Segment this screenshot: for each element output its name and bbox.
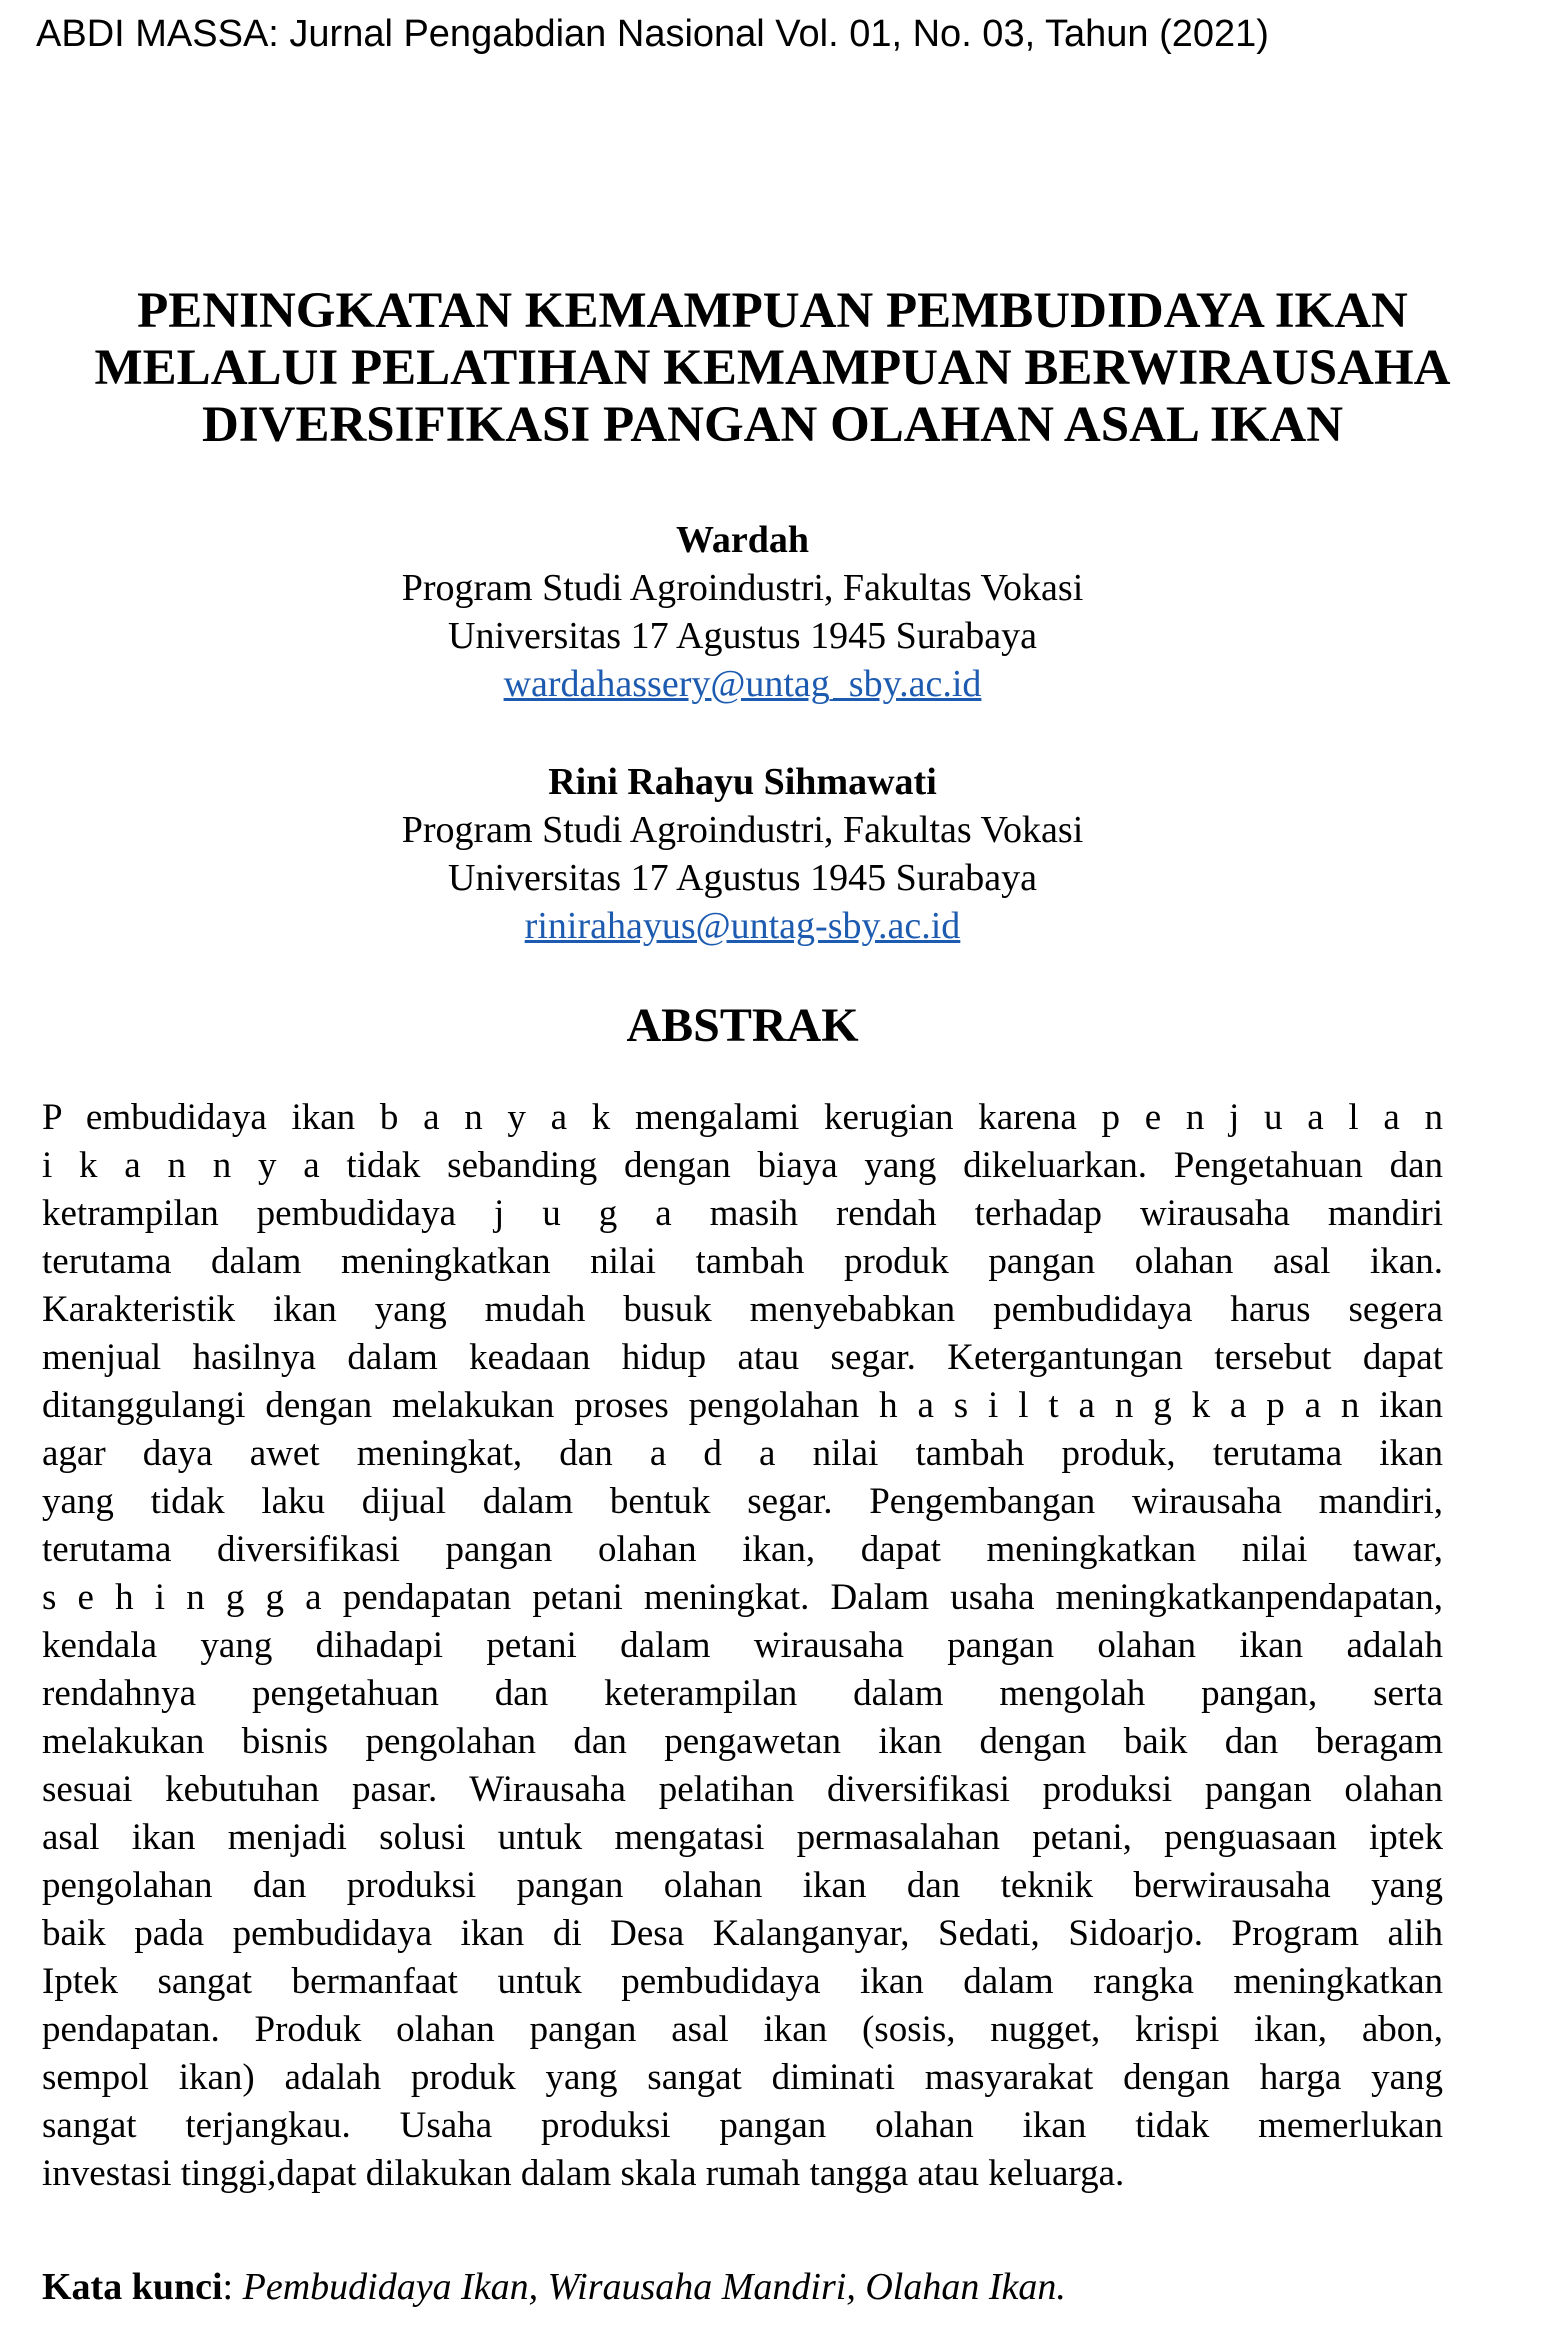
- abstract-line: sesuai kebutuhan pasar. Wirausaha pelatihan diversifikasi produksi pangan olahan: [42, 1769, 1443, 1810]
- abstract-line: ketrampilan pembudidaya j u g a masih rendah terhadap wirausaha mandiri: [42, 1193, 1443, 1234]
- abstract-line: terutama diversifikasi pangan olahan ikan, dapat meningkatkan nilai tawar,: [42, 1529, 1443, 1570]
- keywords-label: Kata kunci: [42, 2266, 223, 2308]
- author-affiliation-program: Program Studi Agroindustri, Fakultas Vokasi: [401, 567, 1084, 609]
- abstract-line: menjual hasilnya dalam keadaan hidup atau segar. Ketergantungan tersebut dapat: [42, 1337, 1443, 1378]
- paper-title-line: PENINGKATAN KEMAMPUAN PEMBUDIDAYA IKAN: [137, 283, 1408, 339]
- abstract-line: asal ikan menjadi solusi untuk mengatasi permasalahan petani, penguasaan iptek: [42, 1817, 1443, 1858]
- author-block-2: [42, 758, 1443, 950]
- abstract-heading: ABSTRAK: [626, 999, 859, 1052]
- author-name: Wardah: [675, 519, 810, 561]
- abstract-line: kendala yang dihadapi petani dalam wirausaha pangan olahan ikan adalah: [42, 1625, 1443, 1666]
- paper-title-line: DIVERSIFIKASI PANGAN OLAHAN ASAL IKAN: [201, 397, 1344, 453]
- abstract-line: rendahnya pengetahuan dan keterampilan dalam mengolah pangan, serta: [42, 1673, 1443, 1714]
- author-affiliation-university: Universitas 17 Agustus 1945 Surabaya: [448, 615, 1037, 657]
- paper-title: [0, 283, 1545, 454]
- author-email-link[interactable]: wardahassery@untag_sby.ac.id: [503, 663, 982, 705]
- author-email-row: [42, 660, 1443, 708]
- keywords-text: Pembudidaya Ikan, Wirausaha Mandiri, Olahan Ikan.: [242, 2266, 1066, 2308]
- keywords-separator: :: [222, 2266, 243, 2308]
- author-affiliation-university: Universitas 17 Agustus 1945 Surabaya: [448, 857, 1037, 899]
- keywords-line: [42, 2263, 1443, 2311]
- abstract-line: Iptek sangat bermanfaat untuk pembudidaya ikan dalam rangka meningkatkan: [42, 1961, 1443, 2002]
- author-block-1: [42, 516, 1443, 708]
- abstract-line: yang tidak laku dijual dalam bentuk segar. Pengembangan wirausaha mandiri,: [42, 1481, 1443, 1522]
- abstract-line: sangat terjangkau. Usaha produksi pangan olahan ikan tidak memerlukan: [42, 2105, 1443, 2146]
- author-email-link[interactable]: rinirahayus@untag-sby.ac.id: [524, 905, 961, 947]
- abstract-line: i k a n n y a tidak sebanding dengan biaya yang dikeluarkan. Pengetahuan dan: [42, 1145, 1443, 1186]
- abstract-line: baik pada pembudidaya ikan di Desa Kalanganyar, Sedati, Sidoarjo. Program alih: [42, 1913, 1443, 1954]
- paper-title-line: MELALUI PELATIHAN KEMAMPUAN BERWIRAUSAHA: [94, 340, 1451, 396]
- abstract-line: melakukan bisnis pengolahan dan pengawetan ikan dengan baik dan beragam: [42, 1721, 1443, 1762]
- abstract-line: P embudidaya ikan b a n y a k mengalami kerugian karena p e n j u a l a n: [42, 1097, 1443, 1138]
- abstract-line: pendapatan. Produk olahan pangan asal ikan (sosis, nugget, krispi ikan, abon,: [42, 2009, 1443, 2050]
- abstract-line: terutama dalam meningkatkan nilai tambah produk pangan olahan asal ikan.: [42, 1241, 1443, 1282]
- author-name: Rini Rahayu Sihmawati: [548, 761, 937, 803]
- abstract-line: sempol ikan) adalah produk yang sangat diminati masyarakat dengan harga yang: [42, 2057, 1443, 2098]
- abstract-line: investasi tinggi,dapat dilakukan dalam skala rumah tangga atau keluarga.: [42, 2153, 1125, 2194]
- abstract-line: ditanggulangi dengan melakukan proses pengolahan h a s i l t a n g k a p a n ikan: [42, 1385, 1443, 1426]
- journal-header: ABDI MASSA: Jurnal Pengabdian Nasional Vol. 01, No. 03, Tahun (2021): [36, 13, 1269, 55]
- abstract-paragraph: [42, 1094, 1443, 2198]
- author-email-row: [42, 902, 1443, 950]
- abstract-line: Karakteristik ikan yang mudah busuk menyebabkan pembudidaya harus segera: [42, 1289, 1443, 1330]
- abstract-line: s e h i n g g a pendapatan petani meningkat. Dalam usaha meningkatkanpendapatan,: [42, 1577, 1443, 1618]
- abstract-line: pengolahan dan produksi pangan olahan ikan dan teknik berwirausaha yang: [42, 1865, 1443, 1906]
- abstract-line: agar daya awet meningkat, dan a d a nilai tambah produk, terutama ikan: [42, 1433, 1443, 1474]
- author-affiliation-program: Program Studi Agroindustri, Fakultas Vokasi: [401, 809, 1084, 851]
